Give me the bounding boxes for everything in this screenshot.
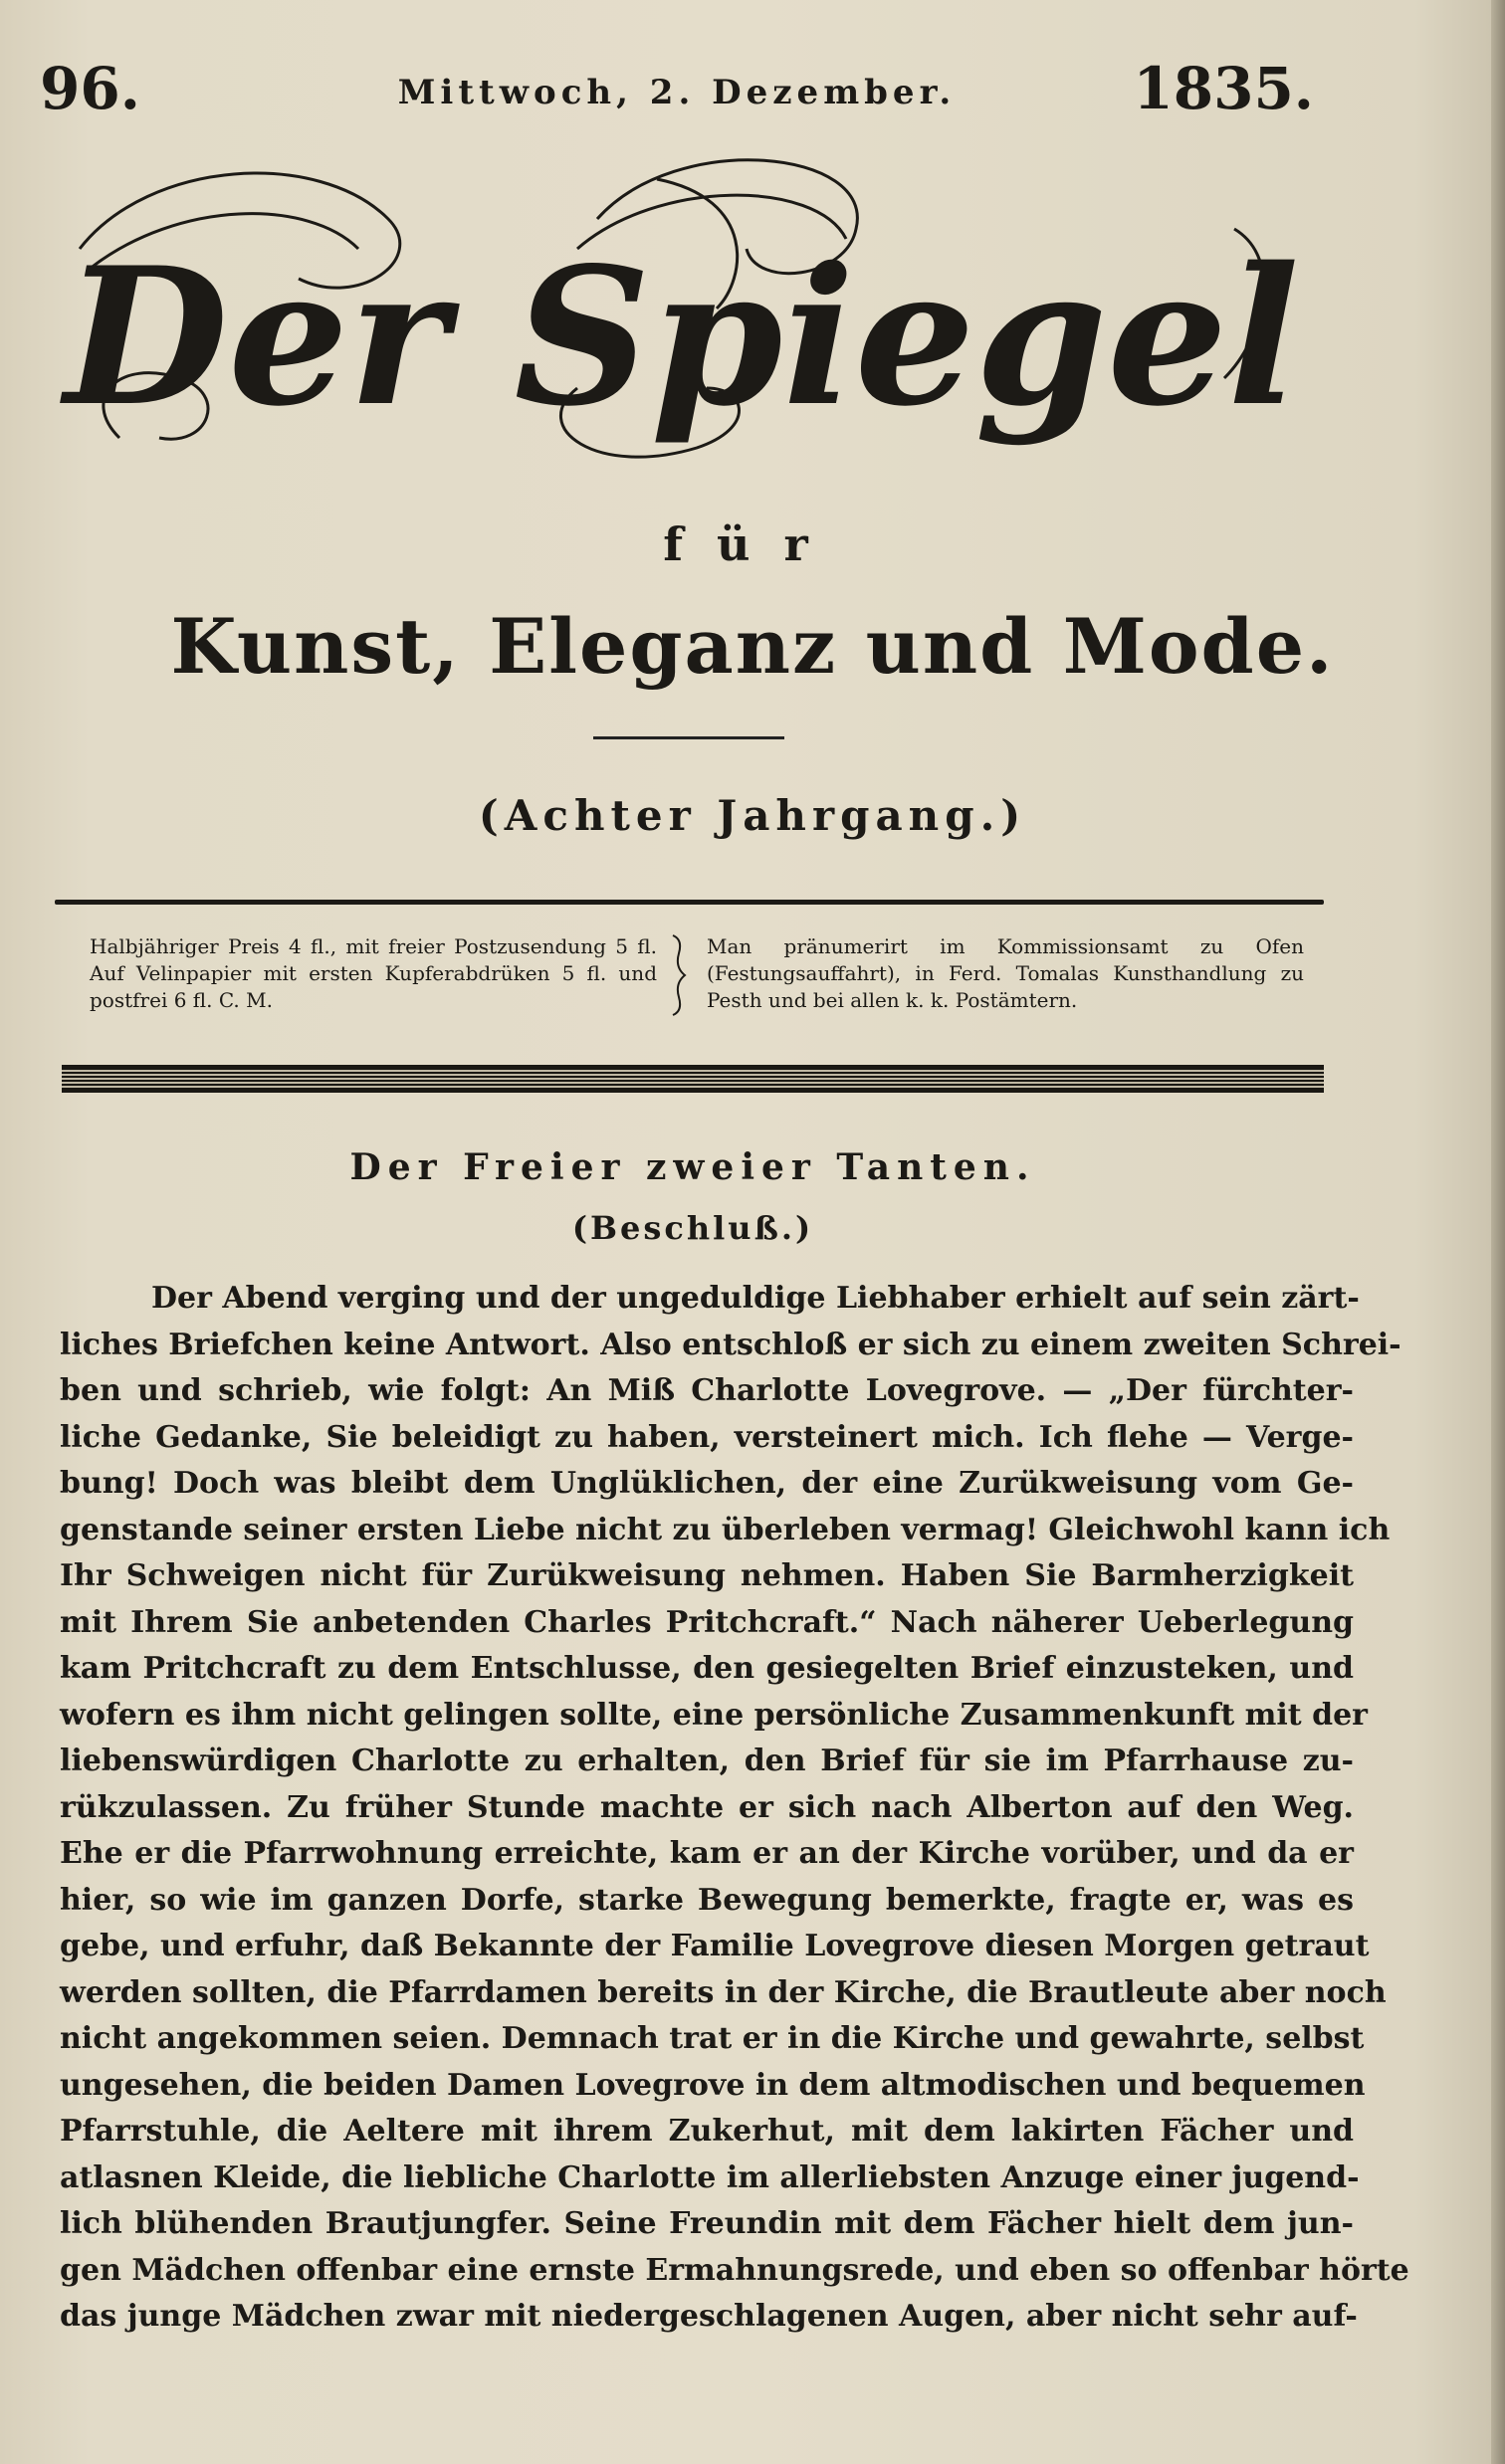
subscription-notice xyxy=(90,933,1304,1043)
body-line: atlasnen Kleide, die liebliche Charlotte im allerliebsten Anzuge einer jugend- xyxy=(60,2159,1360,2195)
body-line: rükzulassen. Zu früher Stunde machte er sich nach Alberton auf den Weg. xyxy=(60,1789,1354,1825)
page-edge xyxy=(1491,0,1505,2464)
ornamental-divider xyxy=(62,1065,1324,1093)
masthead-title xyxy=(60,139,1304,498)
notice-subscription: Man pränumerirt im Kommissionsamt zu Ofen (Festungsauffahrt), in Ferd. Tomalas Kunsthandlung zu Pesth und bei allen k. k. Postämtern. xyxy=(707,934,1304,1012)
body-line: genstande seiner ersten Liebe nicht zu überleben vermag! Gleichwohl kann ich xyxy=(60,1512,1391,1547)
body-line: Der Abend verging und der ungeduldige Liebhaber erhielt auf sein zärt- xyxy=(151,1281,1360,1316)
body-line: nicht angekommen seien. Demnach trat er in die Kirche und gewahrte, selbst xyxy=(60,2021,1365,2056)
issue-date: Mittwoch, 2. Dezember. xyxy=(397,73,957,112)
masthead-fuer: für xyxy=(663,517,842,571)
body-line: hier, so wie im ganzen Dorfe, starke Bewegung bemerkte, fragte er, was es xyxy=(60,1882,1354,1918)
body-line: lich blühenden Brautjungfer. Seine Freundin mit dem Fächer hielt dem jun- xyxy=(60,2206,1354,2241)
masthead-title-text: Der Spiegel xyxy=(64,226,1300,448)
body-line: das junge Mädchen zwar mit niedergeschlagenen Augen, aber nicht sehr auf- xyxy=(60,2299,1358,2334)
body-line: wofern es ihm nicht gelingen sollte, eine persönliche Zusammenkunft mit der xyxy=(60,1697,1368,1733)
body-line: liebenswürdigen Charlotte zu erhalten, den Brief für sie im Pfarrhause zu- xyxy=(60,1744,1354,1778)
body-line: liche Gedanke, Sie beleidigt zu haben, versteinert mich. Ich flehe — Verge- xyxy=(60,1419,1354,1455)
volume-label: (Achter Jahrgang.) xyxy=(478,791,1027,840)
notice-price: Halbjähriger Preis 4 fl., mit freier Postzusendung 5 fl. Auf Velinpapier mit ersten Kupferabdrüken 5 fl. und postfrei 6 fl. C. M. xyxy=(90,934,657,1012)
body-line: werden sollten, die Pfarrdamen bereits in der Kirche, die Brautleute aber noch xyxy=(60,1974,1387,2010)
body-line: gebe, und erfuhr, daß Bekannte der Familie Lovegrove diesen Morgen getraut xyxy=(60,1929,1370,1963)
body-line: liches Briefchen keine Antwort. Also entschloß er sich zu einem zweiten Schrei- xyxy=(60,1327,1401,1362)
article-body xyxy=(60,1276,1409,2341)
issue-year: 1835. xyxy=(1133,55,1314,122)
article-title: Der Freier zweier Tanten. xyxy=(349,1146,1036,1188)
body-line: gen Mädchen offenbar eine ernste Ermahnungsrede, und eben so offenbar hörte xyxy=(60,2252,1409,2288)
masthead-subtitle: Kunst, Eleganz und Mode. xyxy=(170,602,1335,691)
top-divider xyxy=(55,900,1324,905)
body-line: Ihr Schweigen nicht für Zurükweisung nehmen. Haben Sie Barmherzigkeit xyxy=(60,1558,1354,1593)
masthead xyxy=(60,139,1304,498)
body-line: ungesehen, die beiden Damen Lovegrove in dem altmodischen und bequemen xyxy=(60,2067,1366,2103)
body-line: Pfarrstuhle, die Aeltere mit ihrem Zukerhut, mit dem lakirten Fächer und xyxy=(60,2114,1354,2149)
brace-divider xyxy=(669,933,689,1017)
article-subtitle: (Beschluß.) xyxy=(571,1209,814,1247)
body-line: mit Ihrem Sie anbetenden Charles Pritchcraft.“ Nach näherer Ueberlegung xyxy=(60,1604,1354,1640)
body-line: Ehe er die Pfarrwohnung erreichte, kam er an der Kirche vorüber, und da er xyxy=(60,1836,1354,1871)
short-divider xyxy=(593,736,784,739)
body-line: bung! Doch was bleibt dem Unglüklichen, der eine Zurükweisung vom Ge- xyxy=(60,1466,1354,1501)
body-line: kam Pritchcraft zu dem Entschlusse, den gesiegelten Brief einzusteken, und xyxy=(60,1651,1354,1686)
body-line: ben und schrieb, wie folgt: An Miß Charlotte Lovegrove. — „Der fürchter- xyxy=(60,1373,1354,1408)
header-row xyxy=(40,55,1314,134)
issue-number: 96. xyxy=(40,55,140,122)
